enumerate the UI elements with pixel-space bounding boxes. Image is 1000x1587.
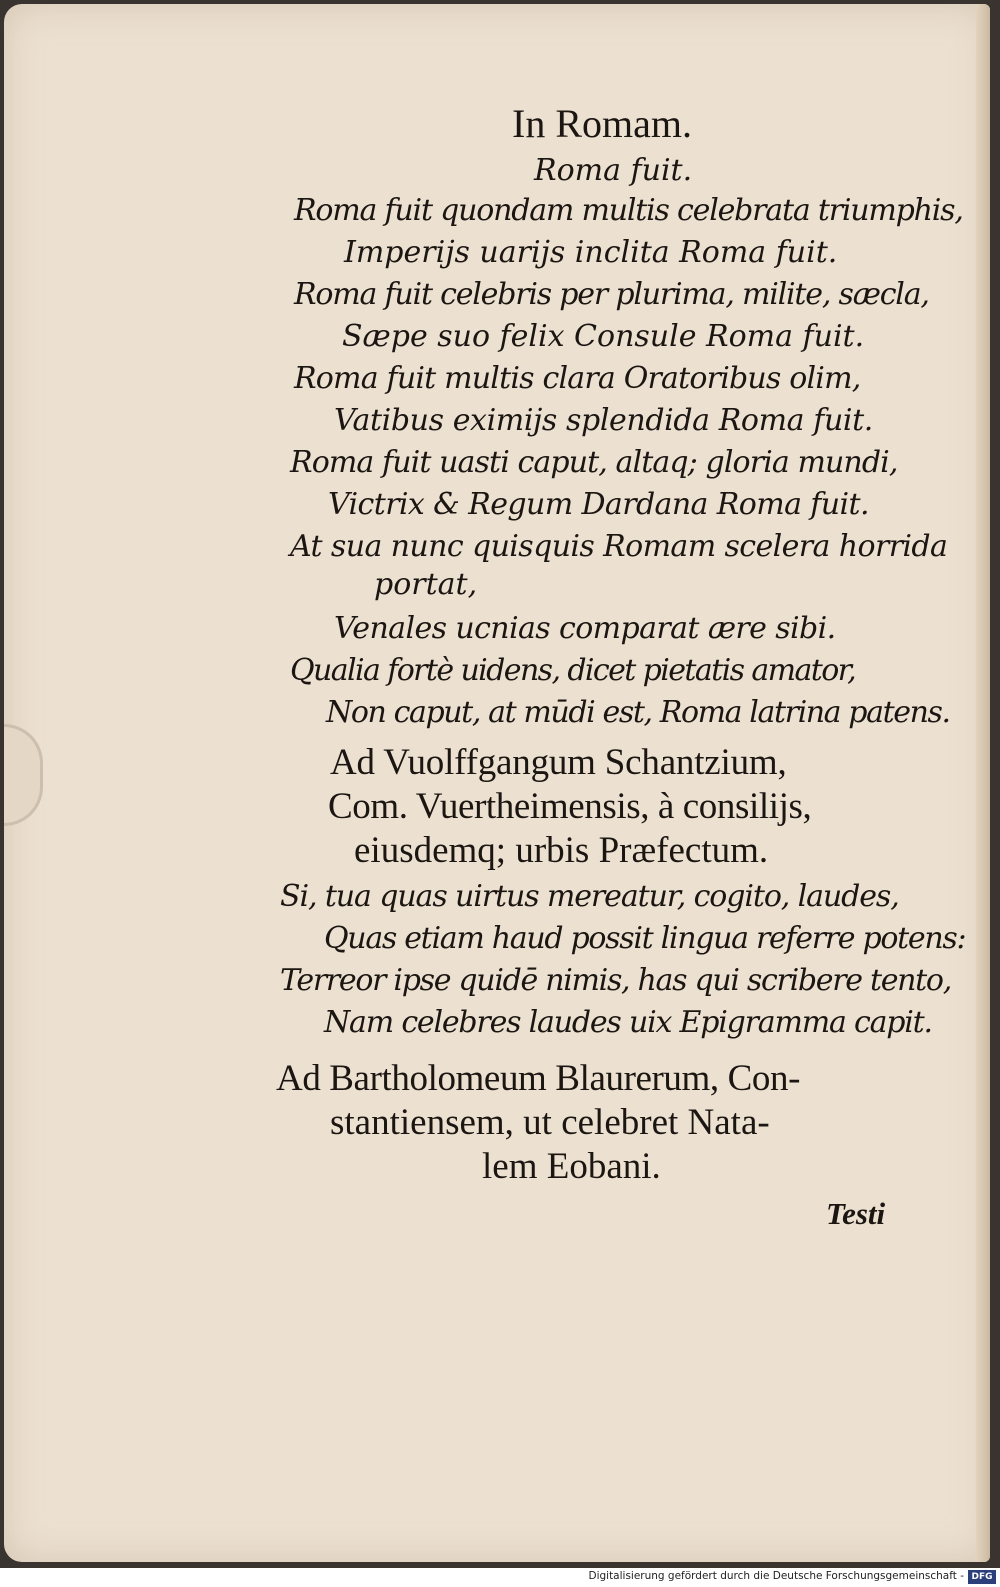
verse-line: Imperijs uarijs inclita Roma fuit. bbox=[344, 235, 838, 270]
verse-line: Sæpe suo felix Consule Roma fuit. bbox=[342, 319, 865, 354]
verse-line: Nam celebres laudes uix Epigramma capit. bbox=[324, 1005, 932, 1040]
verse-line: portat, bbox=[374, 567, 478, 602]
digitization-credit: Digitalisierung gefördert durch die Deutsche Forschungsgemeinschaft - bbox=[588, 1570, 964, 1582]
verse-line: Si, tua quas uirtus mereatur, cogito, laudes, bbox=[280, 879, 899, 914]
verse-line: Quas etiam haud possit lingua referre potens: bbox=[324, 921, 966, 956]
catchword: Testi bbox=[826, 1196, 886, 1231]
verse-line: Roma fuit quondam multis celebrata triumphis, bbox=[294, 193, 963, 228]
verse-line: Non caput, at mūdi est, Roma latrina patens. bbox=[326, 695, 950, 730]
footer-bar bbox=[0, 1568, 1000, 1587]
verse-line: Roma fuit multis clara Oratoribus olim, bbox=[294, 361, 861, 396]
verse-line: Roma fuit uasti caput, altaq; gloria mundi, bbox=[290, 445, 898, 480]
poem-heading-line: lem Eobani. bbox=[482, 1146, 661, 1187]
poem-heading-line: Ad Bartholomeum Blaurerum, Con- bbox=[276, 1058, 801, 1099]
verse-line: Victrix & Regum Dardana Roma fuit. bbox=[328, 487, 869, 522]
poem-heading-line: eiusdemq; urbis Præfectum. bbox=[354, 830, 769, 871]
book-page bbox=[4, 4, 990, 1562]
page-text bbox=[4, 4, 990, 1562]
poem-heading-line: Com. Vuertheimensis, à consilijs, bbox=[328, 786, 812, 827]
verse-line: Venales ucnias comparat ære sibi. bbox=[334, 611, 836, 646]
dfg-logo-icon: DFG bbox=[968, 1570, 996, 1584]
poem-heading-line: Ad Vuolffgangum Schantzium, bbox=[330, 742, 787, 783]
verse-line: Terreor ipse quidē nimis, has qui scribere tento, bbox=[280, 963, 951, 998]
poem-subtitle: Roma fuit. bbox=[534, 153, 693, 188]
verse-line: Roma fuit celebris per plurima, milite, sæcla, bbox=[294, 277, 929, 312]
verse-line: At sua nunc quisquis Romam scelera horrida bbox=[290, 529, 948, 564]
verse-line: Qualia fortè uidens, dicet pietatis amator, bbox=[290, 653, 856, 688]
poem-title: In Romam. bbox=[512, 101, 692, 146]
poem-heading-line: stantiensem, ut celebret Nata- bbox=[330, 1102, 770, 1143]
verse-line: Vatibus eximijs splendida Roma fuit. bbox=[334, 403, 873, 438]
